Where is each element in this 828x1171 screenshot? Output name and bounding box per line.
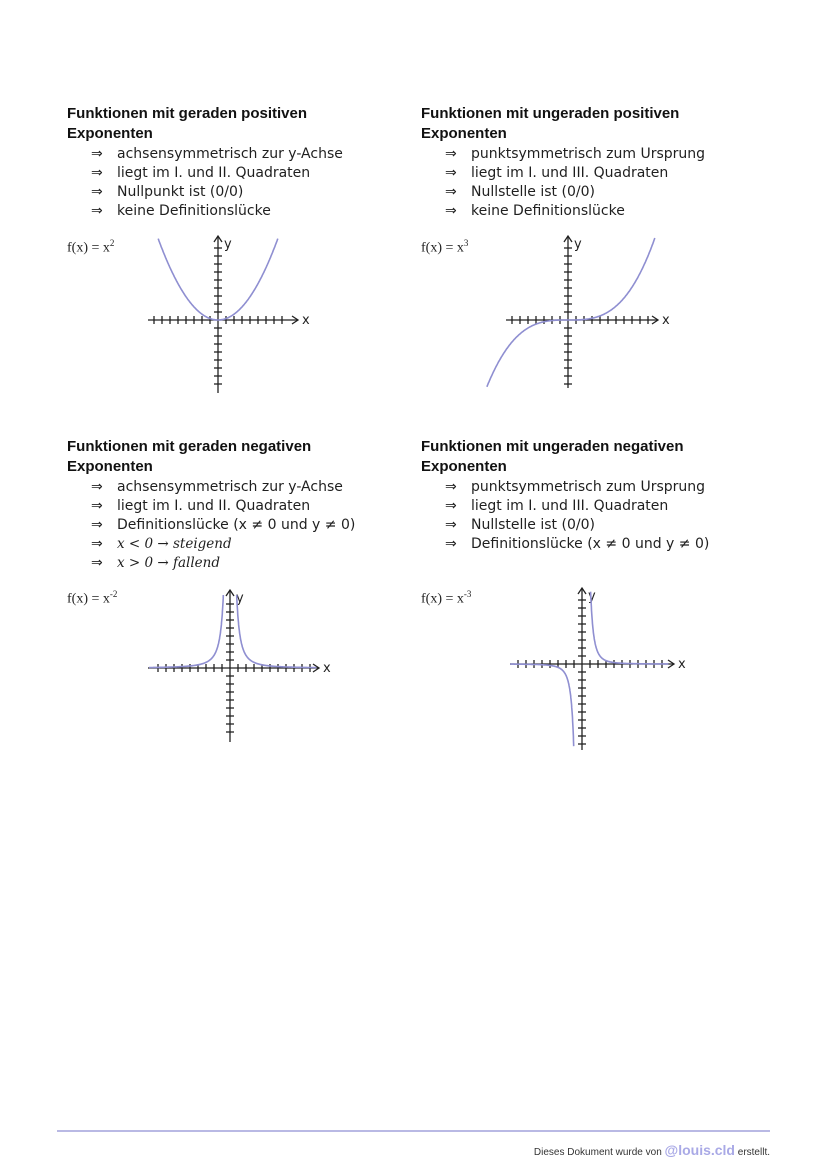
graph-x-inverse-squared bbox=[144, 582, 344, 752]
implies-icon: ⇒ bbox=[91, 184, 103, 200]
function-formula bbox=[421, 238, 468, 257]
property-text: liegt im I. und III. Quadraten bbox=[471, 498, 669, 514]
property-text: keine Definitionslücke bbox=[471, 203, 625, 219]
property-text: liegt im I. und III. Quadraten bbox=[471, 165, 669, 181]
property-text: x < 0 → steigend bbox=[117, 536, 232, 552]
y-axis-label: y bbox=[574, 237, 582, 252]
section-heading: Funktionen mit ungeraden positiven Exponenten bbox=[421, 105, 680, 142]
graph-x-squared bbox=[140, 228, 330, 398]
property-list bbox=[445, 145, 751, 221]
graph-x-cubed bbox=[498, 228, 688, 398]
property-text: Definitionslücke (x ≠ 0 und y ≠ 0) bbox=[117, 517, 356, 533]
implies-icon: ⇒ bbox=[445, 498, 457, 514]
function-formula bbox=[67, 589, 117, 608]
implies-icon: ⇒ bbox=[445, 517, 457, 533]
formula-base: f(x) = x bbox=[67, 591, 110, 607]
property-text: punktsymmetrisch zum Ursprung bbox=[471, 479, 706, 495]
x-axis-label: x bbox=[323, 661, 331, 676]
list-item bbox=[91, 202, 397, 221]
list-item bbox=[445, 497, 751, 516]
list-item bbox=[445, 478, 751, 497]
formula-base: f(x) = x bbox=[421, 240, 464, 256]
implies-icon: ⇒ bbox=[91, 517, 103, 533]
footer-divider bbox=[57, 1130, 770, 1132]
property-text: Definitionslücke (x ≠ 0 und y ≠ 0) bbox=[471, 536, 710, 552]
implies-icon: ⇒ bbox=[91, 146, 103, 162]
footer-prefix: Dieses Dokument wurde von bbox=[533, 1147, 662, 1158]
function-formula bbox=[67, 238, 114, 257]
property-list bbox=[91, 145, 397, 221]
property-text: x > 0 → fallend bbox=[117, 555, 220, 571]
formula-exponent: -3 bbox=[463, 589, 472, 599]
implies-icon: ⇒ bbox=[445, 165, 457, 181]
list-item bbox=[445, 516, 751, 535]
y-axis-label: y bbox=[236, 591, 244, 606]
y-axis-label: y bbox=[224, 237, 232, 252]
list-item bbox=[445, 145, 751, 164]
implies-icon: ⇒ bbox=[91, 203, 103, 219]
section-heading: Funktionen mit geraden negativen Exponenten bbox=[67, 438, 312, 475]
footer-suffix: erstellt. bbox=[737, 1147, 770, 1158]
property-text: achsensymmetrisch zur y-Achse bbox=[117, 146, 343, 162]
x-axis-label: x bbox=[678, 657, 686, 672]
list-item bbox=[91, 516, 397, 535]
implies-icon: ⇒ bbox=[445, 479, 457, 495]
list-item bbox=[445, 535, 751, 554]
function-curve-right-branch bbox=[237, 595, 317, 668]
section-heading: Funktionen mit geraden positiven Exponenten bbox=[67, 105, 308, 142]
function-curve-left-branch bbox=[510, 664, 574, 746]
list-item bbox=[91, 145, 397, 164]
property-list bbox=[91, 478, 397, 573]
formula-base: f(x) = x bbox=[67, 240, 110, 256]
list-item bbox=[91, 497, 397, 516]
footer-credit bbox=[534, 1142, 770, 1158]
property-text: liegt im I. und II. Quadraten bbox=[117, 165, 311, 181]
list-item bbox=[91, 535, 397, 554]
list-item bbox=[445, 164, 751, 183]
x-axis-label: x bbox=[302, 313, 310, 328]
implies-icon: ⇒ bbox=[445, 203, 457, 219]
property-text: Nullstelle ist (0/0) bbox=[471, 184, 595, 200]
graph-x-inverse-cubed bbox=[506, 580, 706, 755]
implies-icon: ⇒ bbox=[445, 184, 457, 200]
property-text: Nullstelle ist (0/0) bbox=[471, 517, 595, 533]
property-text: achsensymmetrisch zur y-Achse bbox=[117, 479, 343, 495]
implies-icon: ⇒ bbox=[91, 479, 103, 495]
list-item bbox=[91, 183, 397, 202]
list-item bbox=[91, 478, 397, 497]
formula-exponent: 2 bbox=[109, 238, 115, 248]
section-even-positive bbox=[67, 104, 397, 221]
implies-icon: ⇒ bbox=[91, 165, 103, 181]
formula-exponent: -2 bbox=[109, 589, 118, 599]
function-curve-left-branch bbox=[149, 595, 223, 668]
formula-exponent: 3 bbox=[463, 238, 469, 248]
formula-base: f(x) = x bbox=[421, 591, 464, 607]
function-curve-right-branch bbox=[591, 592, 669, 664]
property-text: liegt im I. und II. Quadraten bbox=[117, 498, 311, 514]
list-item bbox=[445, 202, 751, 221]
footer-brand: @louis.cld bbox=[664, 1142, 735, 1158]
section-odd-negative bbox=[421, 437, 751, 554]
implies-icon: ⇒ bbox=[91, 555, 103, 571]
implies-icon: ⇒ bbox=[445, 146, 457, 162]
property-text: keine Definitionslücke bbox=[117, 203, 271, 219]
property-text: Nullpunkt ist (0/0) bbox=[117, 184, 244, 200]
section-heading: Funktionen mit ungeraden negativen Exponenten bbox=[421, 438, 684, 475]
property-text: punktsymmetrisch zum Ursprung bbox=[471, 146, 706, 162]
function-formula bbox=[421, 589, 471, 608]
list-item bbox=[445, 183, 751, 202]
y-axis-label: y bbox=[588, 589, 596, 604]
implies-icon: ⇒ bbox=[445, 536, 457, 552]
list-item bbox=[91, 164, 397, 183]
x-axis-label: x bbox=[662, 313, 670, 328]
section-even-negative bbox=[67, 437, 397, 573]
property-list bbox=[445, 478, 751, 554]
section-odd-positive bbox=[421, 104, 751, 221]
implies-icon: ⇒ bbox=[91, 498, 103, 514]
list-item bbox=[91, 554, 397, 573]
implies-icon: ⇒ bbox=[91, 536, 103, 552]
